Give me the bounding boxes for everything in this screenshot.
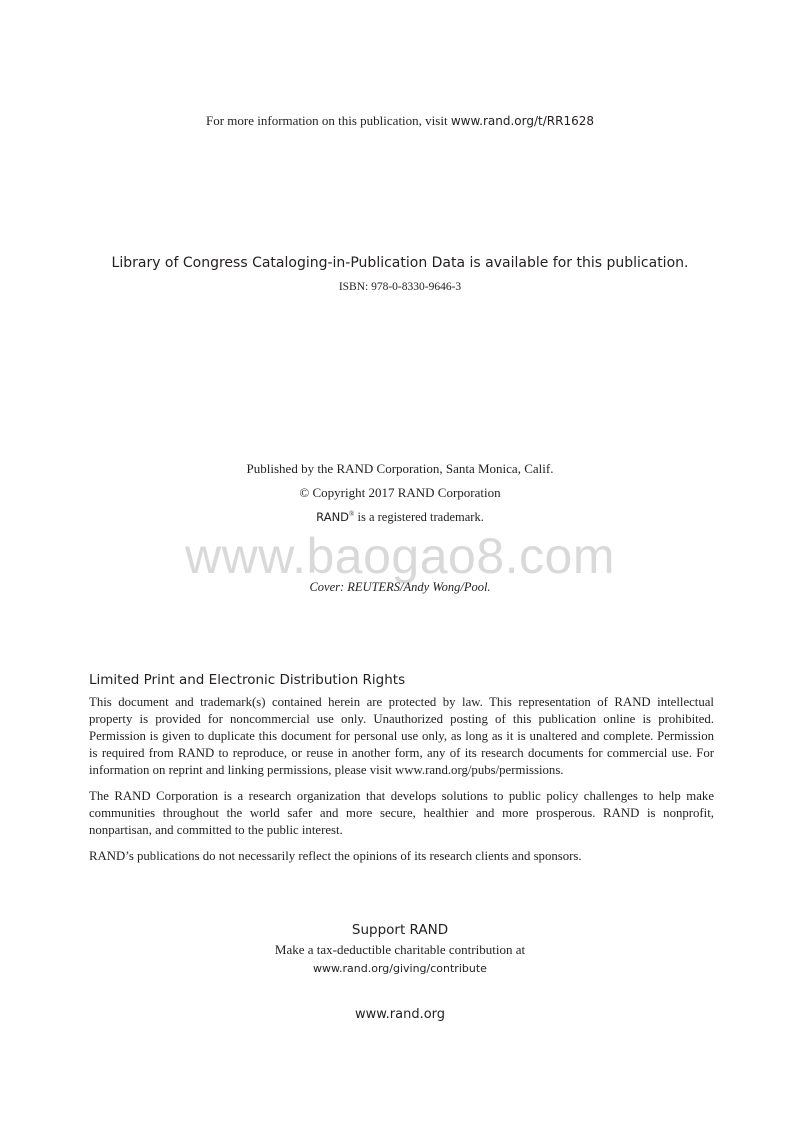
more-info-text: For more information on this publication, visit xyxy=(206,113,451,128)
trademark-text: is a registered trademark. xyxy=(354,510,484,525)
more-info-line xyxy=(0,113,800,129)
cover-credit: Cover: REUTERS/Andy Wong/Pool. xyxy=(309,580,491,594)
rand-mark: RAND xyxy=(316,510,350,525)
support-line: Make a tax-deductible charitable contribution at xyxy=(274,942,526,957)
rand-description-paragraph: The RAND Corporation is a research organization that develops solutions to public policy challenges to help make communities throughout the world safer and more secure, healthier and more prosperous. RAND is nonprofit, nonpartisan, and committed to the public interest. xyxy=(89,789,714,837)
registered-mark: ® xyxy=(349,510,355,518)
home-link[interactable]: www.rand.org xyxy=(354,1007,446,1022)
trademark-line xyxy=(0,510,800,525)
isbn: ISBN: 978-0-8330-9646-3 xyxy=(338,281,462,293)
rights-paragraph: This document and trademark(s) contained herein are protected by law. This representation of RAND intellectual property is provided for noncommercial use only. Unauthorized posting of this publication online is prohibited. Permission is given to duplicate this document for personal use only, as long as it is unaltered and complete. Permission is required from RAND to reproduce, or reuse in another form, any of its research documents for commercial use. For information on reprint and linking permissions, please visit www.rand.org/pubs/permissions. xyxy=(89,695,714,777)
contribute-link[interactable]: www.rand.org/giving/contribute xyxy=(313,962,487,975)
cataloging-statement: Library of Congress Cataloging-in-Publication Data is available for this publication. xyxy=(111,255,689,271)
rights-heading: Limited Print and Electronic Distribution Rights xyxy=(89,672,406,688)
published-by: Published by the RAND Corporation, Santa Monica, Calif. xyxy=(246,461,554,476)
support-title: Support RAND xyxy=(351,922,449,938)
watermark: www.baogao8.com xyxy=(185,528,615,584)
copyright: © Copyright 2017 RAND Corporation xyxy=(299,485,501,500)
disclaimer-paragraph: RAND’s publications do not necessarily reflect the opinions of its research clients and sponsors. xyxy=(89,849,582,863)
publication-link[interactable]: www.rand.org/t/RR1628 xyxy=(450,114,594,128)
distribution-rights xyxy=(89,672,714,874)
